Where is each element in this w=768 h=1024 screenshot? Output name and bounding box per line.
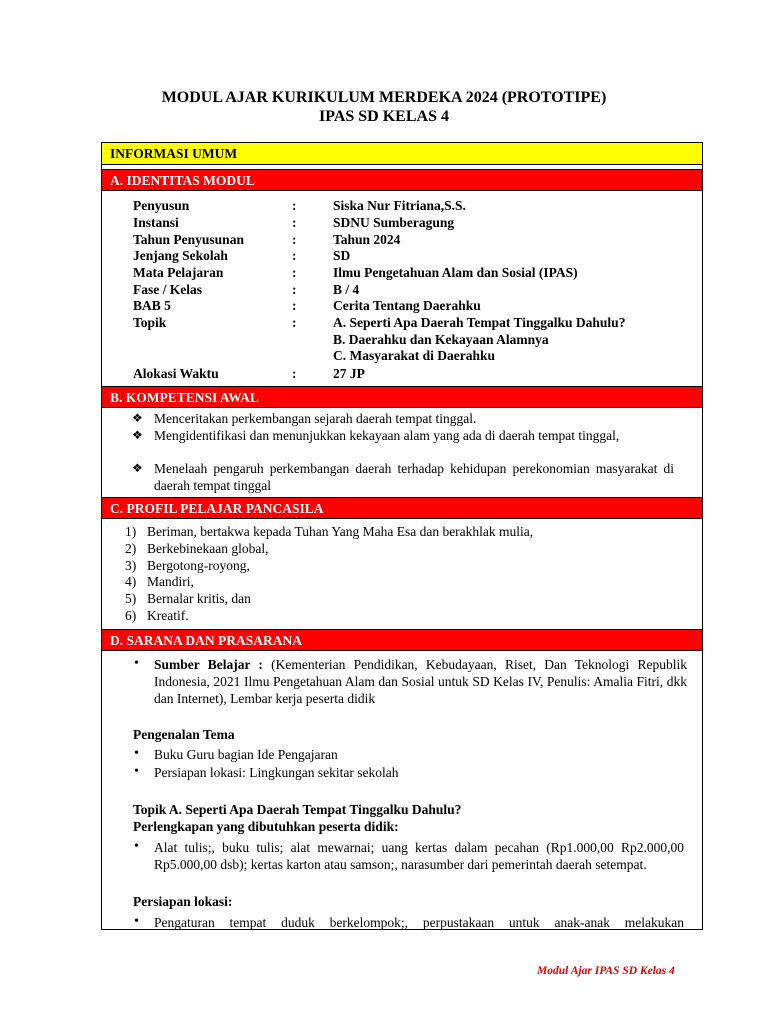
identitas-colon: : bbox=[292, 366, 297, 381]
identitas-value: SDNU Sumberagung bbox=[333, 215, 455, 230]
diamond-bullet-icon: ❖ bbox=[132, 428, 143, 442]
identitas-colon: : bbox=[292, 315, 297, 330]
topik-a-heading: Topik A. Seperti Apa Daerah Tempat Tinggalku Dahulu? bbox=[133, 802, 462, 817]
sarana-prasarana-header: D. SARANA DAN PRASARANA bbox=[102, 629, 702, 651]
list-number: 1) bbox=[125, 524, 137, 539]
bullet-icon: • bbox=[134, 746, 139, 761]
identitas-colon: : bbox=[292, 215, 297, 230]
persiapan-lokasi-item: Pengaturan tempat duduk berkelompok;, perpustakaan untuk anak-anak melakukan bbox=[154, 915, 684, 930]
list-number: 5) bbox=[125, 591, 137, 606]
identitas-value: B / 4 bbox=[333, 282, 360, 297]
page-footer: Modul Ajar IPAS SD Kelas 4 bbox=[537, 965, 675, 977]
module-table bbox=[101, 142, 703, 930]
identitas-label: Tahun Penyusunan bbox=[133, 232, 244, 247]
identitas-value: Siska Nur Fitriana,S.S. bbox=[333, 198, 466, 213]
list-item: Menceritakan perkembangan sejarah daerah tempat tinggal. bbox=[154, 411, 477, 426]
identitas-label: Fase / Kelas bbox=[133, 282, 202, 297]
list-item: Menelaah pengaruh perkembangan daerah terhadap kehidupan perekonomian masyarakat di daerah tempat tinggal bbox=[154, 461, 674, 493]
identitas-colon: : bbox=[292, 298, 297, 313]
list-number: 2) bbox=[125, 541, 137, 556]
list-number: 4) bbox=[125, 574, 137, 589]
identitas-colon: : bbox=[292, 248, 297, 263]
bullet-icon: • bbox=[134, 914, 139, 929]
list-item: Beriman, bertakwa kepada Tuhan Yang Maha Esa dan berakhlak mulia, bbox=[147, 524, 534, 539]
identitas-label: BAB 5 bbox=[133, 298, 171, 313]
identitas-label: Penyusun bbox=[133, 198, 190, 213]
identitas-colon: : bbox=[292, 282, 297, 297]
list-item: Persiapan lokasi: Lingkungan sekitar sekolah bbox=[154, 765, 399, 780]
list-item: Mandiri, bbox=[147, 574, 194, 589]
identitas-value: Tahun 2024 bbox=[333, 232, 401, 247]
persiapan-lokasi-heading: Persiapan lokasi: bbox=[133, 894, 233, 909]
topik-item-b: B. Daerahku dan Kekayaan Alamnya bbox=[333, 332, 549, 347]
list-number: 3) bbox=[125, 558, 137, 573]
identitas-modul-header: A. IDENTITAS MODUL bbox=[102, 169, 702, 191]
identitas-colon: : bbox=[292, 198, 297, 213]
bullet-icon: • bbox=[134, 839, 139, 854]
identitas-value: SD bbox=[333, 248, 351, 263]
list-item: Berkebinekaan global, bbox=[147, 541, 269, 556]
document-subtitle: IPAS SD KELAS 4 bbox=[319, 108, 449, 125]
identitas-colon: : bbox=[292, 265, 297, 280]
sumber-belajar-item bbox=[154, 656, 687, 707]
identitas-label: Mata Pelajaran bbox=[133, 265, 224, 280]
topik-item-c: C. Masyarakat di Daerahku bbox=[333, 348, 496, 363]
identitas-value: A. Seperti Apa Daerah Tempat Tinggalku Dahulu? bbox=[333, 315, 626, 330]
list-item: Bernalar kritis, dan bbox=[147, 591, 251, 606]
perlengkapan-item: Alat tulis;, buku tulis; alat mewarnai; uang kertas dalam pecahan (Rp1.000,00 Rp2.000,00 Rp5.000,00 dsb); kertas karton atau samson;, narasumber dari pemerintah daerah setempat. bbox=[154, 840, 684, 872]
alokasi-waktu-value: 27 JP bbox=[333, 366, 365, 381]
list-item: Kreatif. bbox=[147, 608, 189, 623]
list-number: 6) bbox=[125, 608, 137, 623]
profil-pelajar-header: C. PROFIL PELAJAR PANCASILA bbox=[102, 497, 702, 519]
list-item: Buku Guru bagian Ide Pengajaran bbox=[154, 747, 338, 762]
pengenalan-tema-heading: Pengenalan Tema bbox=[133, 727, 235, 742]
identitas-label: Jenjang Sekolah bbox=[133, 248, 228, 263]
bullet-icon: • bbox=[134, 764, 139, 779]
identitas-value: Cerita Tentang Daerahku bbox=[333, 298, 481, 313]
document-title: MODUL AJAR KURIKULUM MERDEKA 2024 (PROTOTIPE) bbox=[161, 89, 607, 106]
diamond-bullet-icon: ❖ bbox=[132, 461, 143, 475]
identitas-label: Instansi bbox=[133, 215, 179, 230]
sumber-belajar-label: Sumber Belajar : bbox=[154, 657, 263, 672]
list-item: Mengidentifikasi dan menunjukkan kekayaan alam yang ada di daerah tempat tinggal, bbox=[154, 428, 620, 443]
informasi-umum-header: INFORMASI UMUM bbox=[102, 143, 702, 165]
identitas-colon: : bbox=[292, 232, 297, 247]
perlengkapan-heading: Perlengkapan yang dibutuhkan peserta didik: bbox=[133, 819, 399, 834]
bullet-icon: • bbox=[134, 656, 139, 671]
kompetensi-awal-header: B. KOMPETENSI AWAL bbox=[102, 386, 702, 408]
diamond-bullet-icon: ❖ bbox=[132, 411, 143, 425]
list-item: Bergotong-royong, bbox=[147, 558, 250, 573]
identitas-label: Topik bbox=[133, 315, 167, 330]
sumber-belajar-text: (Kementerian Pendidikan, Kebudayaan, Riset, Dan Teknologi Republik Indonesia, 2021 Ilmu Pengetahuan Alam dan Sosial untuk SD Kelas IV, Penulis: Amalia Fitri, dkk dan Internet), Lembar kerja peserta didik bbox=[154, 657, 688, 706]
identitas-value: Ilmu Pengetahuan Alam dan Sosial (IPAS) bbox=[333, 265, 578, 280]
alokasi-waktu-label: Alokasi Waktu bbox=[133, 366, 219, 381]
